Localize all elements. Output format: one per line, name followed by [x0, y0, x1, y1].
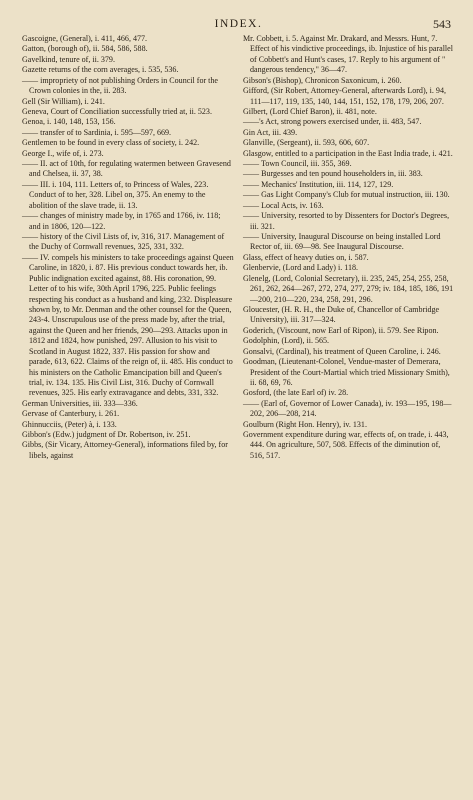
index-entry: —— University, resorted to by Dissenters for Doctor's Degrees, iii. 321.: [243, 211, 450, 231]
index-entry: Gosford, (the late Earl of) iv. 28.: [243, 388, 349, 398]
index-entry: Gell (Sir William), i. 241.: [22, 96, 105, 106]
page-number: 543: [433, 17, 451, 31]
index-entry: Glasgow, entitled to a participation in the East India trade, i. 421.: [243, 148, 453, 158]
running-title: INDEX.: [214, 18, 263, 30]
index-entry: Godolphin, (Lord), ii. 565.: [243, 336, 330, 346]
index-entry: Gibbon's (Edw.) judgment of Dr. Robertson, iv. 251.: [22, 430, 191, 440]
index-entry: —— III. i. 104, 111. Letters of, to Princess of Wales, 223. Conduct of to her, 328. Libel on, 375. An enemy to the abolition of the slave trade, ii. 13.: [22, 179, 209, 210]
index-entry: Glanville, (Sergeant), ii. 593, 606, 607.: [243, 138, 370, 148]
index-entry: Mr. Cobbett, i. 5. Against Mr. Drakard, and Messrs. Hunt, 7. Effect of his vindictive proceedings, ib. Injustice of his parallel of Cobbett's and Hunt's cases, 17. Reply to his argument of " dangerous tendency," 36—47.: [243, 34, 453, 75]
index-entry: —— University, Inaugural Discourse on being installed Lord Rector of, iii. 69—98. See Inaugural Discourse.: [243, 232, 441, 252]
index-entry: —— impropriety of not publishing Orders in Council for the Crown colonies in the, ii. 283.: [22, 75, 219, 96]
index-entry: George I., wife of, i. 273.: [22, 148, 104, 158]
index-entry: Gilbert, (Lord Chief Baron), ii. 481, note.: [243, 106, 377, 116]
index-entry: ——'s Act, strong powers exercised under, ii. 483, 547.: [243, 117, 422, 127]
index-entry: —— Town Council, iii. 355, 369.: [243, 159, 352, 169]
index-entry: Goulburn (Right Hon. Henry), iv. 131.: [243, 419, 367, 429]
index-entry: —— Mechanics' Institution, iii. 114, 127, 129.: [243, 179, 394, 189]
index-entry: —— history of the Civil Lists of, iv, 316, 317. Management of the Duchy of Cornwall revenues, 325, 331, 332.: [22, 232, 225, 252]
index-entry: Gibson's (Bishop), Chronicon Saxonicum, i. 260.: [243, 75, 402, 85]
index-entry: Gatton, (borough of), ii. 584, 586, 588.: [22, 44, 148, 54]
index-entry: —— II. act of 10th, for regulating watermen between Gravesend and Chelsea, ii. 37, 38.: [22, 159, 231, 179]
index-entry: —— Burgesses and ten pound householders in, iii. 383.: [243, 169, 423, 179]
index-entry: Genoa, i. 140, 148, 153, 156.: [22, 117, 116, 127]
index-entry: Gifford, (Sir Robert, Attorney-General, afterwards Lord), i. 94, 111—117, 119, 135, 140, 144, 151, 152, 178, 179, 206, 207.: [243, 86, 446, 106]
index-entry: Gloucester, (H. R. H., the Duke of, Chancellor of Cambridge University), iii. 317—324.: [243, 304, 440, 325]
right-column: [243, 34, 455, 461]
index-columns: [22, 34, 455, 461]
index-entry: Glenelg, (Lord, Colonial Secretary), ii. 235, 245, 254, 255, 258, 261, 262, 264—267, 272, 274, 277, 279; iv. 184, 185, 186, 191—200, 210—220, 234, 258, 291, 296.: [243, 273, 454, 304]
index-entry: Gavelkind, tenure of, ii. 379.: [22, 54, 115, 64]
index-entry: —— changes of ministry made by, in 1765 and 1766, iv. 118; and in 1806, 120—122.: [22, 211, 221, 231]
index-entry: Glenbervie, (Lord and Lady) i. 118.: [243, 263, 359, 273]
index-entry: Government expenditure during war, effects of, on trade, i. 443, 444. On agriculture, 507, 508. Effects of the diminution of, 516, 517.: [243, 430, 449, 460]
index-entry: —— transfer of to Sardinia, i. 595—597, 669.: [22, 127, 172, 137]
index-entry: Ghinnucciis, (Peter) à, i. 133.: [22, 419, 117, 429]
index-entry: Gazette returns of the corn averages, i. 535, 536.: [22, 65, 179, 75]
page-header: [22, 0, 455, 34]
index-entry: —— Gas Light Company's Club for mutual instruction, iii. 130.: [243, 190, 450, 200]
left-column: [22, 34, 234, 461]
index-entry: —— (Earl of, Governor of Lower Canada), iv. 193—195, 198—202, 206—208, 214.: [243, 398, 452, 419]
index-entry: German Universities, iii. 333—336.: [22, 398, 138, 408]
index-entry: Geneva, Court of Conciliation successfully tried at, ii. 523.: [22, 106, 212, 116]
index-entry: Gibbs, (Sir Vicary, Attorney-General), informations filed by, for libels, against: [22, 440, 228, 460]
index-entry: Gervase of Canterbury, i. 261.: [22, 409, 120, 419]
index-entry: Gentlemen to be found in every class of society, i. 242.: [22, 138, 200, 148]
index-entry: Goodman, (Lieutenant-Colonel, Vendue-master of Demerara, President of the Court-Martial which tried Missionary Smith), ii. 68, 69, 76.: [243, 357, 450, 387]
index-entry: Gascoigne, (General), i. 411, 466, 477.: [22, 34, 148, 43]
index-entry: —— IV. compels his ministers to take proceedings against Queen Caroline, in 1820, i. 87. His previous conduct towards her, ib. Public indignation excited against, 88. His coronation, 99. Letter of to his wife, 30th April 1796, 225. Public feelings respecting his conduct as a husband and king, 232. Displeasure shown by, to Mr. Denman and the other counsel for the Queen, 243-4. Unscrupulous use of the press made by, after the trial, against the Queen and her friends, 290—293. Attacks upon in 1812 and 1824, how punished, 297. Allusion to his visit to Scotland in August 1822, 337. His passion for show and parade, 613, 622. Claims of the reign of, ii. 485. His conduct to his ministers on the Catholic Emancipation bill and Queen's trial, iv. 134. 135. His Civil List, 316. Duchy of Cornwall revenues, 325. His early extravagance and debts, 331, 332.: [22, 252, 234, 398]
index-entry: Gin Act, iii. 439.: [243, 127, 298, 137]
index-entry: —— Local Acts, iv. 163.: [243, 200, 324, 210]
index-entry: Gonsalvi, (Cardinal), his treatment of Queen Caroline, i. 246.: [243, 346, 441, 356]
index-entry: Goderich, (Viscount, now Earl of Ripon), ii. 579. See Ripon.: [243, 325, 439, 335]
index-entry: Glass, effect of heavy duties on, i. 587.: [243, 252, 369, 262]
